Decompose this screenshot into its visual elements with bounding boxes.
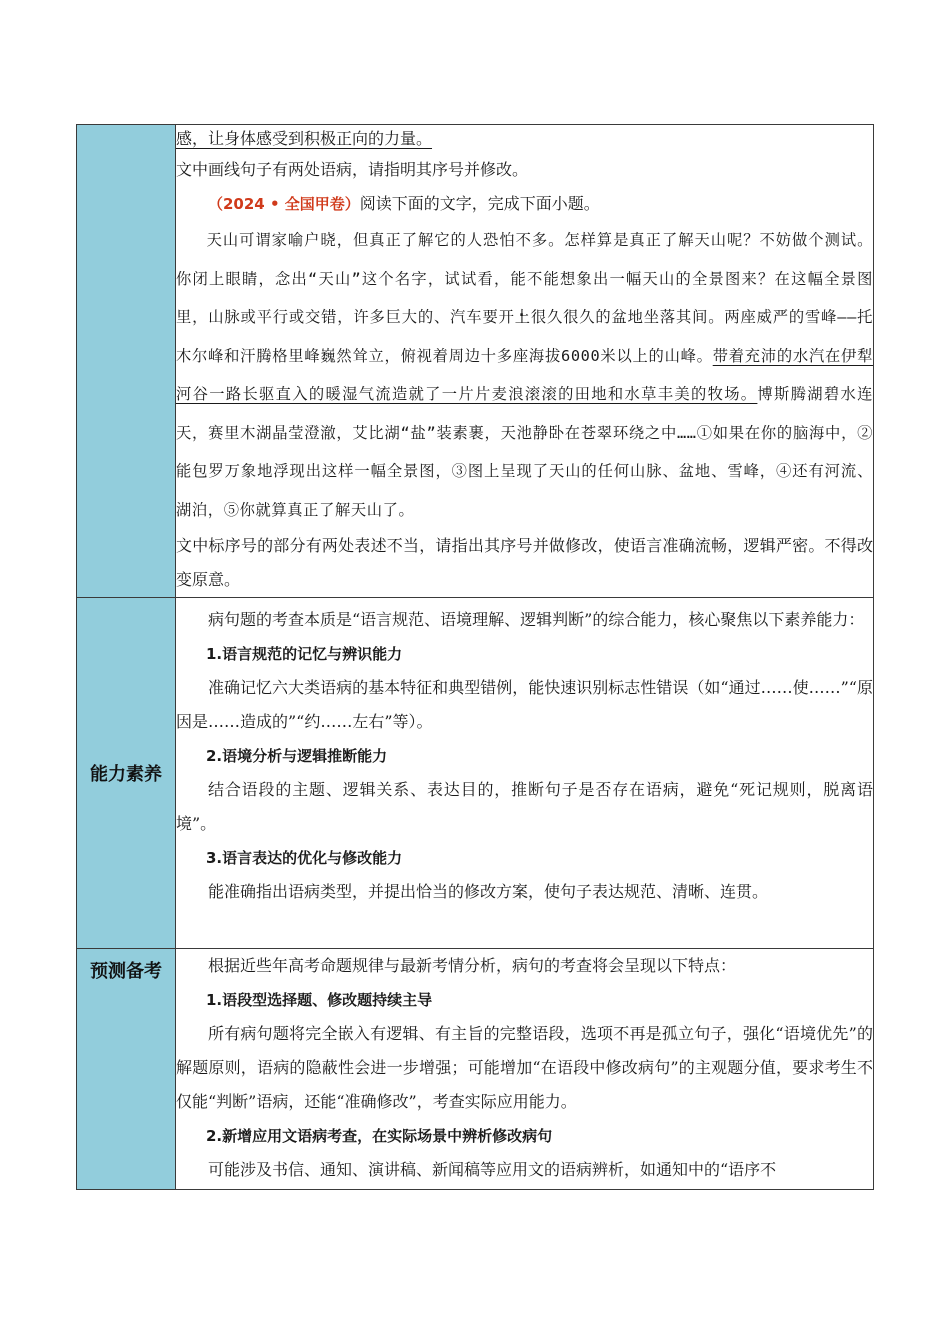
question-two: 文中标序号的部分有两处表述不当，请指出其序号并做修改，使语言准确流畅，逻辑严密。不得改变原意。 bbox=[176, 536, 873, 589]
prediction-item-1-text: 所有病句题将完全嵌入有逻辑、有主旨的完整语段，选项不再是孤立句子，强化“语境优先”的解题原则，语病的隐蔽性会进一步增强；可能增加“在语段中修改病句”的主观题分值，要求考生不仅能“判断”语病，还能“准确修改”，考查实际应用能力。 bbox=[176, 1024, 873, 1111]
row-content-prediction bbox=[176, 949, 874, 1190]
passage-part-a: 天山可谓家喻户晓，但真正了解它的人恐怕不多。怎样算是真正了解天山呢？不妨做个测试。你闭上眼睛，念出“天山”这个名字，试试看，能不能想象出一幅天山的全景图来？在这幅全景图里，山脉或平行或交错，许多巨大的、汽车 bbox=[176, 231, 873, 326]
exam-source: （2024 • 全国甲卷） bbox=[208, 195, 360, 213]
prediction-item-2-text: 可能涉及书信、通知、演讲稿、新闻稿等应用文的语病辨析，如通知中的“语序不 bbox=[208, 1160, 777, 1179]
question-one: 文中画线句子有两处语病，请指明其序号并修改。 bbox=[176, 160, 529, 179]
ability-item-1-text: 准确记忆六大类语病的基本特征和典型错例，能快速识别标志性错误（如“通过……使……”“原因是……造成的”“约……左右”等）。 bbox=[176, 678, 873, 731]
row-label-prediction bbox=[77, 949, 176, 1190]
ability-intro: 病句题的考查本质是“语言规范、语境理解、逻辑判断”的综合能力，核心聚焦以下素养能力： bbox=[208, 610, 865, 629]
exam-source-line bbox=[176, 187, 873, 221]
row-prediction bbox=[77, 949, 874, 1190]
prediction-item-2-title: 2.新增应用文语病考查，在实际场景中辨析修改病句 bbox=[206, 1127, 553, 1145]
ability-item-1-title: 1.语言规范的记忆与辨识能力 bbox=[206, 645, 403, 663]
exam-instruction: 阅读下面的文字，完成下面小题。 bbox=[359, 194, 600, 213]
ability-label: 能力素养 bbox=[90, 764, 162, 785]
reading-passage bbox=[176, 221, 873, 529]
prediction-label: 预测备考 bbox=[90, 961, 162, 982]
dotted-character: · 要 bbox=[482, 308, 498, 326]
underlined-sentence-end: 感，让身体感受到积极正向的力量。 bbox=[176, 129, 433, 148]
ability-item-3-text: 能准确指出语病类型，并提出恰当的修改方案，使句子表达规范、清晰、连贯。 bbox=[208, 882, 769, 901]
row-label-ability bbox=[77, 598, 176, 949]
ability-item-2-title: 2.语境分析与逻辑推断能力 bbox=[206, 747, 388, 765]
content-table bbox=[76, 124, 874, 1190]
row-content-example bbox=[176, 125, 874, 598]
ability-item-3-title: 3.语言表达的优化与修改能力 bbox=[206, 849, 403, 867]
underlined-sentence: 带着充沛的水汽在伊犁河谷一路长驱直入的暖湿气流造就了一片片麦浪滚滚的田地和水草丰美的牧场。 bbox=[176, 346, 873, 403]
prediction-item-1-title: 1.语段型选择题、修改题持续主导 bbox=[206, 991, 433, 1009]
row-content-ability bbox=[176, 598, 874, 949]
passage-part-c: 博斯腾湖碧水连天，赛里木湖晶莹澄澈，艾比湖“盐”装素裹，天池静卧在苍翠环绕之中……①如果在你的脑海中，②能包罗万象地浮现出这样一幅全景图，③图上呈现了天山的任何山脉、盆地、雪峰，④还有河流、湖泊，⑤你就算真正了解天山了。 bbox=[176, 385, 873, 519]
row-ability bbox=[77, 598, 874, 949]
prediction-intro: 根据近些年高考命题规律与最新考情分析，病句的考查将会呈现以下特点： bbox=[208, 956, 737, 975]
row-exam-example bbox=[77, 125, 874, 598]
ability-item-2-text: 结合语段的主题、逻辑关系、表达目的，推断句子是否存在语病，避免“死记规则，脱离语境”。 bbox=[176, 780, 873, 833]
passage-part-b: 开上很久很久的盆地坐落其间。两座威严的雪峰——托木尔峰和汗腾格里峰巍然耸立，俯视着周边十多座海拔6000米以上的山峰。 bbox=[176, 308, 874, 365]
row-label-empty bbox=[77, 125, 176, 598]
